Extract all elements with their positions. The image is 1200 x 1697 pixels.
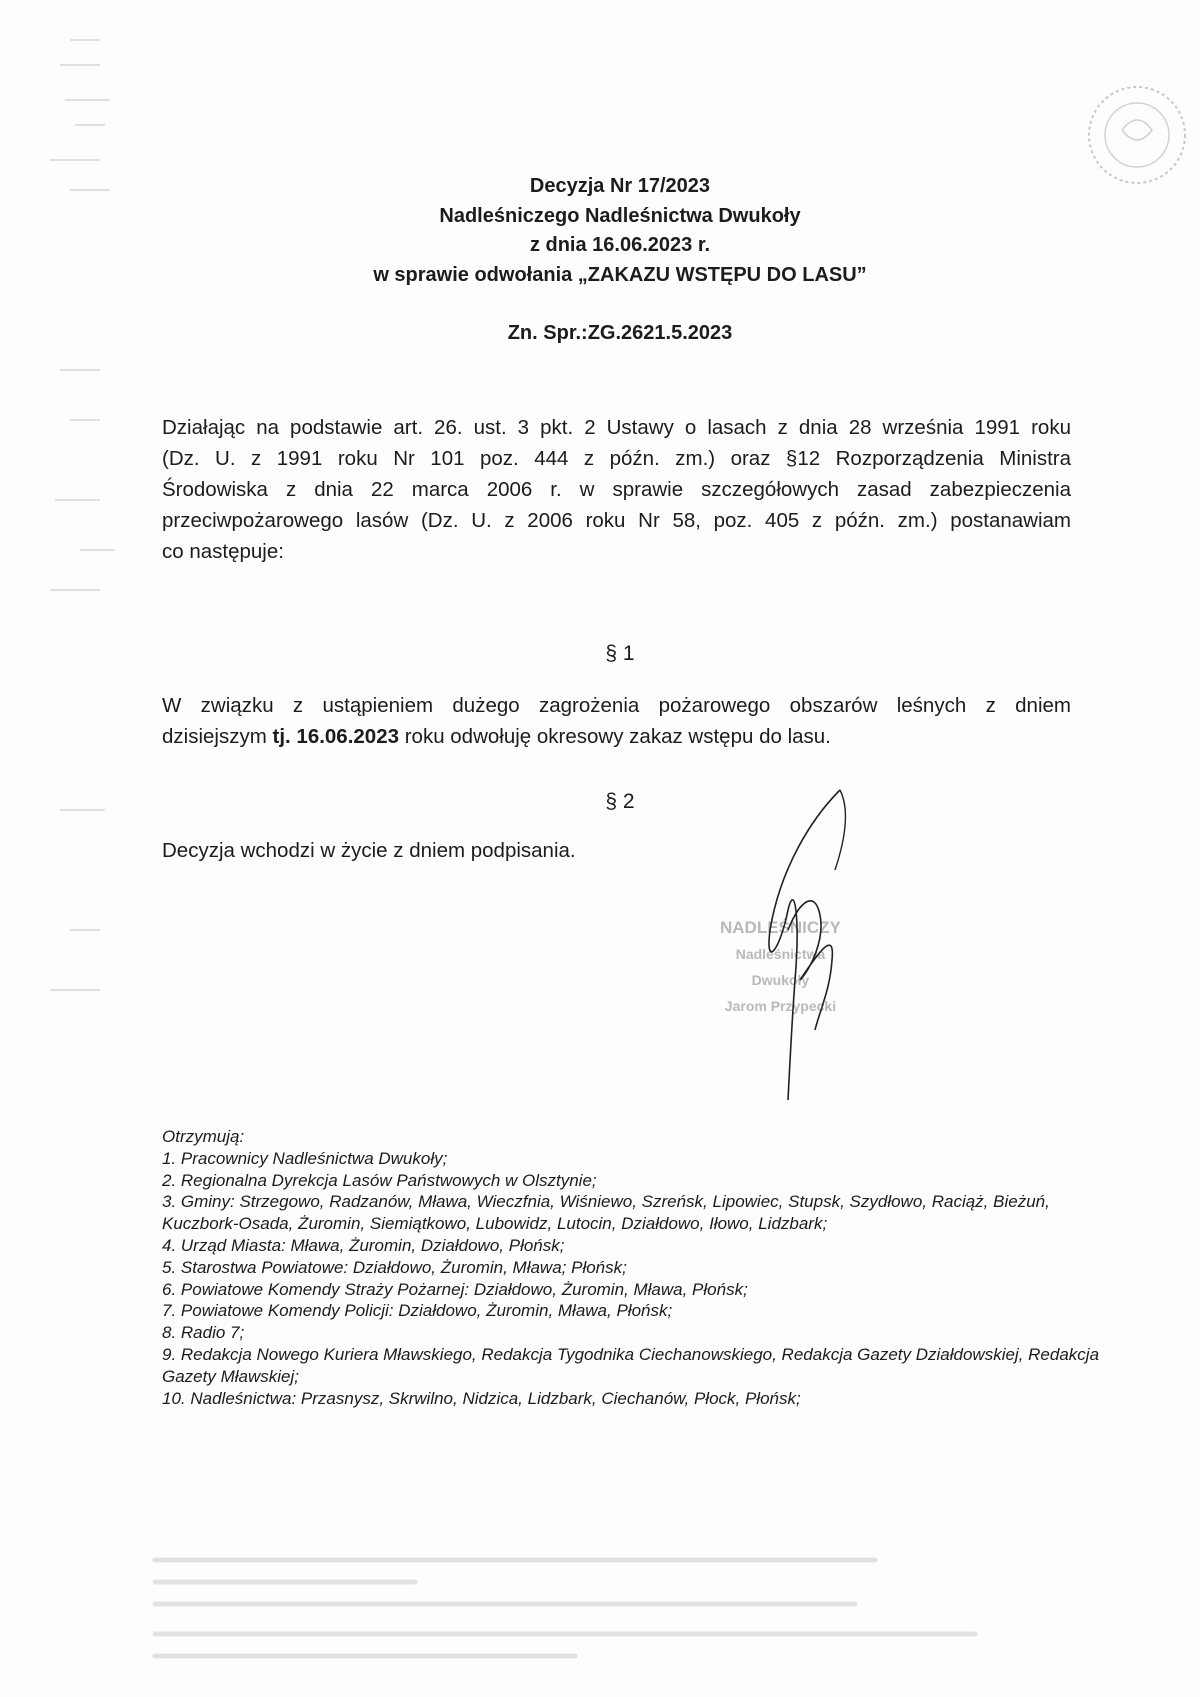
recipient-item: 8. Radio 7; xyxy=(162,1323,245,1343)
preamble-line: co następuje: xyxy=(162,540,284,563)
recipient-item: 1. Pracownicy Nadleśnictwa Dwukoły; xyxy=(162,1148,448,1168)
section-1-text: dzisiejszym xyxy=(162,725,273,748)
recipient-item: 4. Urząd Miasta: Mława, Żuromin, Działdowo, Płońsk; xyxy=(162,1235,565,1255)
section-1-paragraph xyxy=(162,690,1071,752)
stamp-line: Nadleśnictwa xyxy=(735,946,826,962)
decision-title: Decyzja Nr 17/2023 xyxy=(529,175,711,197)
preamble-line: (Dz. U. z 1991 roku Nr 101 poz. 444 z późn. zm.) oraz §12 Rozporządzenia Ministra xyxy=(162,447,1071,470)
section-1-text: roku odwołuję okresowy zakaz wstępu do lasu. xyxy=(399,725,831,748)
section-1-heading: § 1 xyxy=(605,642,635,665)
stamp-line: Dwukoły xyxy=(751,972,810,988)
recipient-item: 2. Regionalna Dyrekcja Lasów Państwowych w Olsztynie; xyxy=(162,1170,597,1190)
stamp-line: Jarom Przypecki xyxy=(724,998,837,1014)
recipient-item: 5. Starostwa Powiatowe: Działdowo, Żuromin, Mława; Płońsk; xyxy=(162,1257,627,1277)
show-through-bottom xyxy=(150,1550,1050,1670)
recipient-item: 6. Powiatowe Komendy Straży Pożarnej: Działdowo, Żuromin, Mława, Płońsk; xyxy=(162,1279,748,1299)
decision-date: z dnia 16.06.2023 r. xyxy=(529,234,711,256)
recipient-item: 9. Redakcja Nowego Kuriera Mławskiego, Redakcja Tygodnika Ciechanowskiego, Redakcja Gazety Działdowskiej, Redakcja Gazety Mławskiej; xyxy=(162,1344,1100,1386)
recipients-list xyxy=(162,1126,1102,1409)
section-1-date: tj. 16.06.2023 xyxy=(272,725,400,748)
decision-subject: w sprawie odwołania „ZAKAZU WSTĘPU DO LASU” xyxy=(373,263,867,286)
preamble-line: Środowiska z dnia 22 marca 2006 r. w sprawie szczegółowych zasad zabezpieczenia xyxy=(162,478,1071,501)
section-2-text: Decyzja wchodzi w życie z dniem podpisania. xyxy=(162,839,576,862)
preamble-paragraph xyxy=(162,412,1071,567)
decision-issuer: Nadleśniczego Nadleśnictwa Dwukoły xyxy=(439,204,801,227)
case-reference: Zn. Spr.:ZG.2621.5.2023 xyxy=(507,322,733,344)
preamble-line: Działając na podstawie art. 26. ust. 3 pkt. 2 Ustawy o lasach z dnia 28 września 1991 roku xyxy=(162,416,1071,439)
section-1-line xyxy=(162,721,1071,752)
section-1-line: W związku z ustąpieniem dużego zagrożenia pożarowego obszarów leśnych z dniem xyxy=(162,694,1071,717)
section-2-heading: § 2 xyxy=(605,790,635,813)
recipient-item: 3. Gminy: Strzegowo, Radzanów, Mława, Wieczfnia, Wiśniewo, Szreńsk, Lipowiec, Stupsk, Szydłowo, Raciąż, Bieżuń, Kuczbork-Osada, Żuromin, Siemiątkowo, Lubowidz, Lutocin, Działdowo, Iłowo, Lidzbark; xyxy=(162,1192,1050,1234)
decision-header xyxy=(0,172,1200,290)
preamble-line: przeciwpożarowego lasów (Dz. U. z 2006 roku Nr 58, poz. 405 z późn. zm.) postanawiam xyxy=(162,509,1071,532)
recipients-heading: Otrzymują: xyxy=(162,1127,245,1146)
recipient-item: 10. Nadleśnictwa: Przasnysz, Skrwilno, Nidzica, Lidzbark, Ciechanów, Płock, Płońsk; xyxy=(162,1388,801,1408)
handwritten-signature xyxy=(740,780,890,1110)
stamp-line: NADLEŚNICZY xyxy=(720,918,841,937)
recipient-item: 7. Powiatowe Komendy Policji: Działdowo, Żuromin, Mława, Płońsk; xyxy=(162,1301,673,1321)
